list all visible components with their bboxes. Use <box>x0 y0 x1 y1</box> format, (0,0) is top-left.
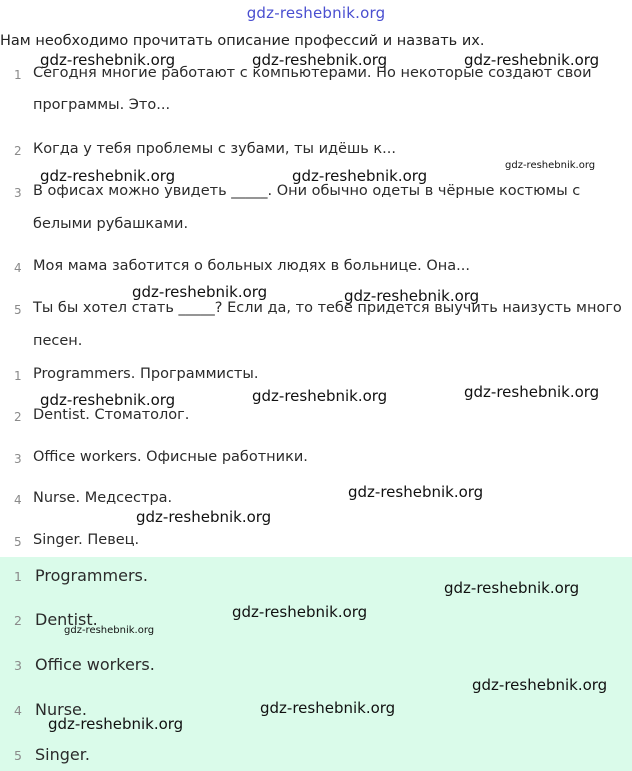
item-number: 5 <box>14 303 22 317</box>
answer-text: Dentist. <box>35 610 98 629</box>
item-number: 3 <box>14 186 22 200</box>
translation-text: Dentist. Стоматолог. <box>33 407 190 423</box>
description-text-continued: белыми рубашками. <box>33 216 189 232</box>
translation-text: Nurse. Медсестра. <box>33 490 173 506</box>
task-intro: Нам необходимо прочитать описание профессий и назвать их. <box>0 33 485 49</box>
watermark: gdz-reshebnik.org <box>348 483 484 501</box>
watermark: gdz-reshebnik.org <box>64 625 155 636</box>
answer-text: Office workers. <box>35 655 155 674</box>
watermark: gdz-reshebnik.org <box>252 387 388 405</box>
translation-text: Singer. Певец. <box>33 532 140 548</box>
answer-text: Nurse. <box>35 700 87 719</box>
site-header-title: gdz-reshebnik.org <box>246 4 386 22</box>
item-number: 1 <box>14 369 22 383</box>
item-number: 3 <box>14 658 22 673</box>
watermark: gdz-reshebnik.org <box>132 283 268 301</box>
translation-text: Programmers. Программисты. <box>33 366 259 382</box>
translation-text: Office workers. Офисные работники. <box>33 449 308 465</box>
item-number: 5 <box>14 748 22 763</box>
watermark: gdz-reshebnik.org <box>505 160 596 171</box>
answer-text: Singer. <box>35 745 90 764</box>
item-number: 3 <box>14 452 22 466</box>
watermark: gdz-reshebnik.org <box>464 51 600 69</box>
watermark: gdz-reshebnik.org <box>40 391 176 409</box>
description-text: Сегодня многие работают с компьютерами. Но некоторые создают свои <box>33 65 592 81</box>
description-text: Ты бы хотел стать _____? Если да, то тебе придется выучить наизусть много <box>33 300 622 316</box>
description-text-continued: программы. Это... <box>33 97 171 113</box>
watermark: gdz-reshebnik.org <box>344 287 480 305</box>
watermark: gdz-reshebnik.org <box>40 51 176 69</box>
watermark: gdz-reshebnik.org <box>136 508 272 526</box>
watermark: gdz-reshebnik.org <box>232 603 368 621</box>
watermark: gdz-reshebnik.org <box>48 715 184 733</box>
description-text: Моя мама заботится о больных людях в больнице. Она... <box>33 258 470 274</box>
watermark: gdz-reshebnik.org <box>260 699 396 717</box>
watermark: gdz-reshebnik.org <box>444 579 580 597</box>
item-number: 2 <box>14 144 22 158</box>
watermark: gdz-reshebnik.org <box>40 167 176 185</box>
item-number: 4 <box>14 261 22 275</box>
watermark: gdz-reshebnik.org <box>472 676 608 694</box>
item-number: 5 <box>14 535 22 549</box>
item-number: 4 <box>14 703 22 718</box>
description-text-continued: песен. <box>33 333 83 349</box>
description-text: В офисах можно увидеть _____. Они обычно одеты в чёрные костюмы с <box>33 183 581 199</box>
watermark: gdz-reshebnik.org <box>252 51 388 69</box>
item-number: 2 <box>14 613 22 628</box>
item-number: 4 <box>14 493 22 507</box>
watermark: gdz-reshebnik.org <box>292 167 428 185</box>
item-number: 1 <box>14 569 22 584</box>
answer-text: Programmers. <box>35 566 148 585</box>
item-number: 1 <box>14 68 22 82</box>
description-text: Когда у тебя проблемы с зубами, ты идёшь к... <box>33 141 396 157</box>
watermark: gdz-reshebnik.org <box>464 383 600 401</box>
item-number: 2 <box>14 410 22 424</box>
